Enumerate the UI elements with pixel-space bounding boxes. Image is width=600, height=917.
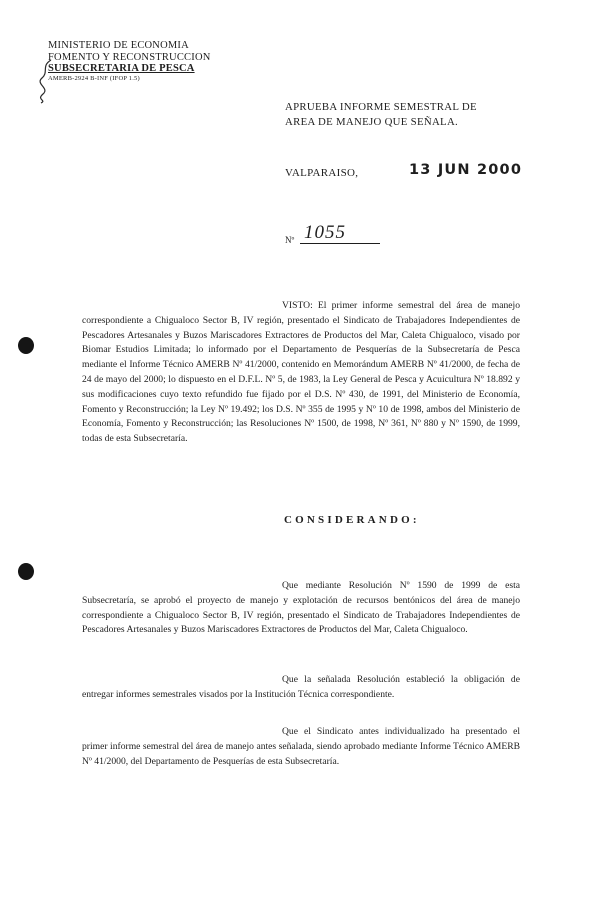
subject-line: APRUEBA INFORME SEMESTRAL DE xyxy=(285,101,477,113)
ministry-name: MINISTERIO DE ECONOMIA xyxy=(48,40,189,51)
date-stamp: 13 JUN 2000 xyxy=(409,162,523,178)
reference-code: AMERB-2924 B-INF (IFOP 1.5) xyxy=(48,74,140,82)
resolution-subject xyxy=(285,100,505,130)
letterhead xyxy=(48,40,211,83)
resolution-number: 1055 xyxy=(304,222,346,243)
paragraph-text: Que mediante Resolución Nº 1590 de 1999 de esta Subsecretaría, se aprobó el proyecto de manejo y explotación de recursos bentónicos del área de manejo correspondiente a Chigualoco Sector B, IV región, presentado el Sindicato de Trabajadores Independientes de Pescadores Artesanales y Buzos Mariscadores Extractores de Productos del Mar, Caleta Chigualoco. xyxy=(82,580,520,636)
punch-hole-icon xyxy=(18,563,34,580)
number-underline xyxy=(300,243,380,244)
visto-paragraph xyxy=(82,299,520,447)
considerando-paragraph xyxy=(82,673,520,703)
considerando-heading: CONSIDERANDO: xyxy=(284,514,420,526)
subject-line: AREA DE MANEJO QUE SEÑALA. xyxy=(285,116,459,128)
considerando-paragraph xyxy=(82,725,520,769)
paragraph-text: Que la señalada Resolución estableció la obligación de entregar informes semestrales visados por la Institución Técnica correspondiente. xyxy=(82,674,520,700)
paragraph-text: VISTO: El primer informe semestral del área de manejo correspondiente a Chigualoco Sector B, IV región, presentado el Sindicato de Trabajadores Independientes de Pescadores Artesanales y Buzos Mariscadores Extractores de Productos del Mar, Caleta Chigualoco, visado por Biomar Estudios Limitada; lo informado por el Departamento de Pesquerías de la Subsecretaría de Pesca mediante el Informe Técnico AMERB Nº 41/2000, contenido en Memorándum AMERB Nº 41/2000, de fecha de 24 de mayo del 2000; lo dispuesto en el D.F.L. Nº 5, de 1983, la Ley General de Pesca y Acuicultura Nº 18.892 y sus modificaciones cuyo texto refundido fue fijado por el D.S. Nº 430, de 1991, del Ministerio de Economía, Fomento y Reconstrucción; la Ley Nº 19.492; los D.S. Nº 355 de 1995 y Nº 10 de 1998, ambos del Ministerio de Economía, Fomento y Reconstrucción; las Resoluciones Nº 1500, de 1998, Nº 361, Nº 880 y Nº 1590, de 1999, todas de esta Subsecretaría. xyxy=(82,300,520,445)
paragraph-text: Que el Sindicato antes individualizado ha presentado el primer informe semestral del área de manejo antes señalada, siendo aprobado mediante Informe Técnico AMERB Nº 41/2000, del Departamento de Pesquerías de esta Subsecretaría. xyxy=(82,726,520,767)
considerando-paragraph xyxy=(82,579,520,638)
resolution-number-label: Nº xyxy=(285,235,295,245)
ministry-name-continued: FOMENTO Y RECONSTRUCCION xyxy=(48,51,211,63)
undersecretariat-name: SUBSECRETARIA DE PESCA xyxy=(48,63,195,74)
handwritten-mark-icon xyxy=(37,58,55,104)
punch-hole-icon xyxy=(18,337,34,354)
place-label: VALPARAISO, xyxy=(285,167,359,179)
